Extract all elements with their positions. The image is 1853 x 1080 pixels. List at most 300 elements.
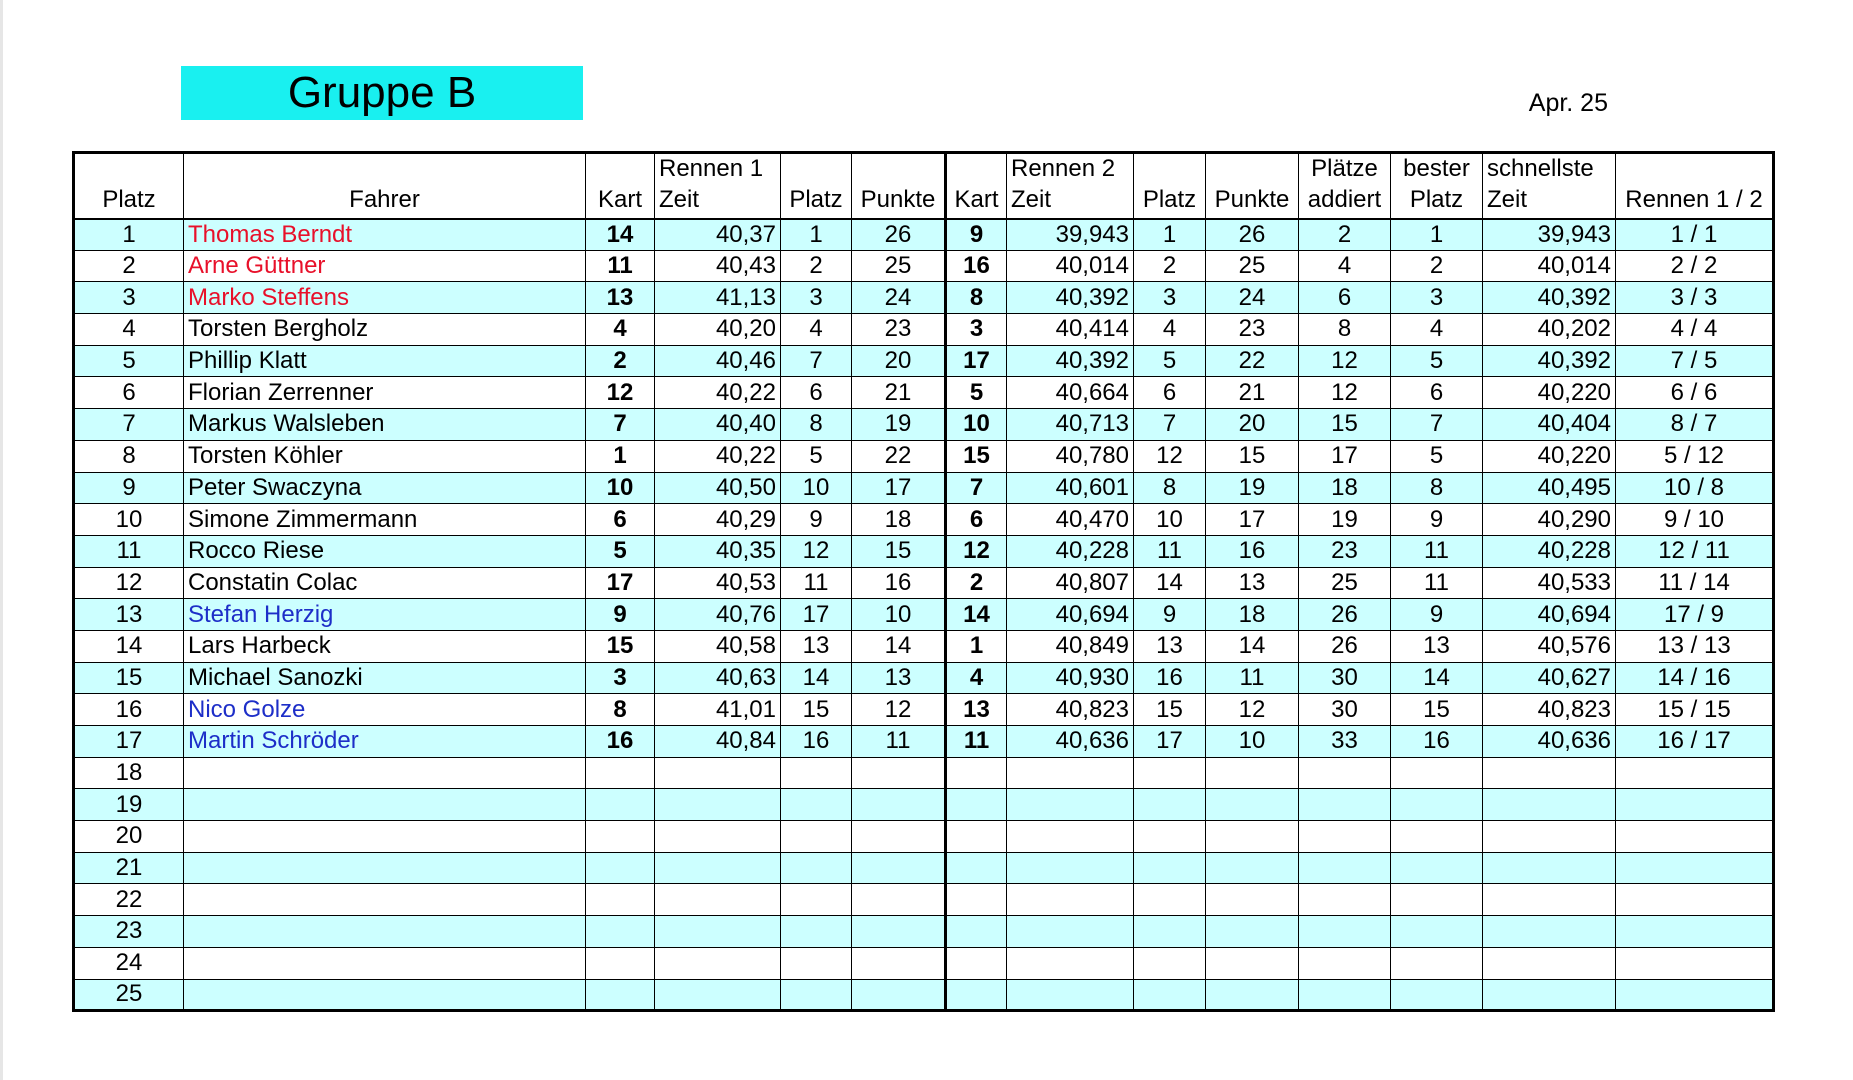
cell-platz: 20: [74, 821, 184, 853]
cell-kart-1: [586, 852, 655, 884]
cell-platz: 21: [74, 852, 184, 884]
table-row: [74, 504, 1774, 536]
table-row: [74, 947, 1774, 979]
table-row: [74, 409, 1774, 441]
cell-kart-1: 12: [586, 377, 655, 409]
cell-punkte-2: 20: [1206, 409, 1299, 441]
cell-zeit-2: [1007, 979, 1134, 1011]
cell-schnellste-zeit: 40,636: [1483, 726, 1616, 758]
cell-schnellste-zeit: [1483, 884, 1616, 916]
cell-bester-platz: 7: [1391, 409, 1483, 441]
cell-fahrer: [184, 979, 586, 1011]
cell-schnellste-zeit: 39,943: [1483, 219, 1616, 251]
cell-schnellste-zeit: 40,627: [1483, 662, 1616, 694]
cell-platz-2: [1134, 821, 1206, 853]
cell-punkte-2: [1206, 789, 1299, 821]
cell-platz: 11: [74, 535, 184, 567]
cell-punkte-2: 23: [1206, 314, 1299, 346]
cell-punkte-2: 15: [1206, 440, 1299, 472]
cell-platz-2: 12: [1134, 440, 1206, 472]
group-title-text: Gruppe B: [287, 68, 477, 117]
cell-plaetze-addiert: 33: [1299, 726, 1391, 758]
cell-bester-platz: 8: [1391, 472, 1483, 504]
cell-punkte-2: 17: [1206, 504, 1299, 536]
cell-kart-2: 11: [946, 726, 1007, 758]
cell-zeit-2: 40,930: [1007, 662, 1134, 694]
cell-zeit-2: 40,228: [1007, 535, 1134, 567]
cell-platz-2: 3: [1134, 282, 1206, 314]
cell-kart-1: [586, 789, 655, 821]
cell-fahrer: [184, 757, 586, 789]
cell-plaetze-addiert: 12: [1299, 345, 1391, 377]
cell-platz-1: [781, 821, 852, 853]
cell-rennen-1-2: 16 / 17: [1616, 726, 1774, 758]
cell-bester-platz: 5: [1391, 440, 1483, 472]
cell-punkte-1: [852, 947, 946, 979]
cell-bester-platz: 3: [1391, 282, 1483, 314]
date-label: Apr. 25: [1528, 89, 1608, 117]
cell-bester-platz: 1: [1391, 219, 1483, 251]
cell-platz-1: 14: [781, 662, 852, 694]
cell-kart-2: 3: [946, 314, 1007, 346]
cell-kart-2: 8: [946, 282, 1007, 314]
header-fahrer: Fahrer: [184, 153, 586, 219]
cell-platz-1: 1: [781, 219, 852, 251]
cell-rennen-1-2: [1616, 884, 1774, 916]
cell-kart-2: [946, 916, 1007, 948]
cell-punkte-1: 11: [852, 726, 946, 758]
cell-platz: 9: [74, 472, 184, 504]
cell-plaetze-addiert: 2: [1299, 219, 1391, 251]
results-table: [72, 151, 1775, 1012]
cell-zeit-2: 40,849: [1007, 630, 1134, 662]
cell-fahrer: [184, 947, 586, 979]
cell-schnellste-zeit: 40,220: [1483, 440, 1616, 472]
cell-punkte-2: [1206, 979, 1299, 1011]
cell-fahrer: [184, 852, 586, 884]
cell-plaetze-addiert: 30: [1299, 694, 1391, 726]
cell-kart-2: 1: [946, 630, 1007, 662]
cell-kart-2: 17: [946, 345, 1007, 377]
cell-punkte-1: 21: [852, 377, 946, 409]
cell-kart-1: 16: [586, 726, 655, 758]
cell-punkte-2: 21: [1206, 377, 1299, 409]
cell-zeit-1: 40,50: [655, 472, 781, 504]
cell-zeit-1: [655, 821, 781, 853]
cell-zeit-1: [655, 852, 781, 884]
cell-fahrer: Nico Golze: [184, 694, 586, 726]
cell-zeit-1: [655, 884, 781, 916]
cell-plaetze-addiert: 23: [1299, 535, 1391, 567]
cell-fahrer: Florian Zerrenner: [184, 377, 586, 409]
header-punkte-1: Punkte: [852, 153, 946, 219]
table-row: [74, 440, 1774, 472]
cell-platz: 25: [74, 979, 184, 1011]
cell-rennen-1-2: [1616, 789, 1774, 821]
cell-zeit-2: 40,694: [1007, 599, 1134, 631]
cell-plaetze-addiert: 15: [1299, 409, 1391, 441]
cell-kart-2: [946, 757, 1007, 789]
cell-zeit-2: [1007, 947, 1134, 979]
cell-plaetze-addiert: 8: [1299, 314, 1391, 346]
cell-zeit-1: 40,35: [655, 535, 781, 567]
cell-fahrer: Torsten Köhler: [184, 440, 586, 472]
cell-punkte-2: 18: [1206, 599, 1299, 631]
cell-platz-2: 4: [1134, 314, 1206, 346]
cell-plaetze-addiert: 12: [1299, 377, 1391, 409]
cell-platz-2: [1134, 757, 1206, 789]
cell-rennen-1-2: 13 / 13: [1616, 630, 1774, 662]
cell-punkte-2: 14: [1206, 630, 1299, 662]
cell-rennen-1-2: 4 / 4: [1616, 314, 1774, 346]
cell-platz-2: [1134, 979, 1206, 1011]
cell-rennen-1-2: [1616, 979, 1774, 1011]
cell-zeit-1: 40,63: [655, 662, 781, 694]
cell-fahrer: Simone Zimmermann: [184, 504, 586, 536]
cell-kart-2: 16: [946, 250, 1007, 282]
cell-rennen-1-2: 7 / 5: [1616, 345, 1774, 377]
cell-platz-1: 12: [781, 535, 852, 567]
cell-punkte-2: [1206, 884, 1299, 916]
cell-punkte-1: 13: [852, 662, 946, 694]
cell-schnellste-zeit: [1483, 789, 1616, 821]
cell-plaetze-addiert: 6: [1299, 282, 1391, 314]
cell-bester-platz: [1391, 789, 1483, 821]
cell-fahrer: [184, 884, 586, 916]
cell-kart-2: [946, 789, 1007, 821]
cell-platz-1: 8: [781, 409, 852, 441]
cell-plaetze-addiert: 26: [1299, 630, 1391, 662]
cell-kart-2: 10: [946, 409, 1007, 441]
cell-bester-platz: [1391, 884, 1483, 916]
cell-punkte-1: 17: [852, 472, 946, 504]
cell-platz: 24: [74, 947, 184, 979]
table-row: [74, 345, 1774, 377]
cell-kart-1: 15: [586, 630, 655, 662]
cell-punkte-2: 22: [1206, 345, 1299, 377]
cell-kart-2: 5: [946, 377, 1007, 409]
cell-platz: 13: [74, 599, 184, 631]
cell-bester-platz: [1391, 916, 1483, 948]
cell-fahrer: Markus Walsleben: [184, 409, 586, 441]
cell-punkte-2: [1206, 852, 1299, 884]
cell-schnellste-zeit: 40,220: [1483, 377, 1616, 409]
cell-fahrer: [184, 789, 586, 821]
cell-zeit-1: 40,58: [655, 630, 781, 662]
cell-bester-platz: 2: [1391, 250, 1483, 282]
cell-punkte-2: [1206, 916, 1299, 948]
table-body: [74, 219, 1774, 1011]
cell-fahrer: [184, 821, 586, 853]
cell-zeit-2: 40,636: [1007, 726, 1134, 758]
cell-plaetze-addiert: 17: [1299, 440, 1391, 472]
cell-punkte-1: 24: [852, 282, 946, 314]
cell-schnellste-zeit: 40,392: [1483, 345, 1616, 377]
cell-zeit-1: 40,76: [655, 599, 781, 631]
cell-punkte-2: 24: [1206, 282, 1299, 314]
header-bester-platz: bester Platz: [1391, 153, 1483, 219]
cell-schnellste-zeit: [1483, 916, 1616, 948]
table-row: [74, 789, 1774, 821]
table-row: [74, 567, 1774, 599]
cell-bester-platz: 16: [1391, 726, 1483, 758]
cell-punkte-1: 15: [852, 535, 946, 567]
cell-platz: 12: [74, 567, 184, 599]
cell-schnellste-zeit: 40,694: [1483, 599, 1616, 631]
cell-schnellste-zeit: [1483, 821, 1616, 853]
cell-punkte-1: [852, 916, 946, 948]
cell-zeit-2: 40,601: [1007, 472, 1134, 504]
cell-kart-1: [586, 979, 655, 1011]
header-rennen2-zeit: Rennen 2 Zeit: [1007, 153, 1134, 219]
table-header-row: [74, 153, 1774, 219]
cell-kart-1: 14: [586, 219, 655, 251]
cell-plaetze-addiert: [1299, 789, 1391, 821]
cell-punkte-1: 23: [852, 314, 946, 346]
cell-platz: 23: [74, 916, 184, 948]
cell-plaetze-addiert: [1299, 916, 1391, 948]
cell-kart-1: 4: [586, 314, 655, 346]
cell-rennen-1-2: 6 / 6: [1616, 377, 1774, 409]
cell-zeit-2: 39,943: [1007, 219, 1134, 251]
cell-rennen-1-2: 14 / 16: [1616, 662, 1774, 694]
cell-zeit-2: 40,823: [1007, 694, 1134, 726]
cell-platz-1: 7: [781, 345, 852, 377]
cell-bester-platz: 9: [1391, 599, 1483, 631]
cell-rennen-1-2: 11 / 14: [1616, 567, 1774, 599]
cell-zeit-2: 40,014: [1007, 250, 1134, 282]
cell-punkte-2: [1206, 757, 1299, 789]
cell-platz: 8: [74, 440, 184, 472]
header-platz-1: Platz: [781, 153, 852, 219]
cell-platz-1: 13: [781, 630, 852, 662]
table-row: [74, 852, 1774, 884]
cell-rennen-1-2: 2 / 2: [1616, 250, 1774, 282]
cell-platz-2: 2: [1134, 250, 1206, 282]
header-rennen-1-2: Rennen 1 / 2: [1616, 153, 1774, 219]
cell-kart-2: [946, 821, 1007, 853]
cell-plaetze-addiert: 26: [1299, 599, 1391, 631]
cell-platz-2: 17: [1134, 726, 1206, 758]
cell-rennen-1-2: 9 / 10: [1616, 504, 1774, 536]
cell-platz: 4: [74, 314, 184, 346]
cell-platz-2: [1134, 852, 1206, 884]
cell-rennen-1-2: 8 / 7: [1616, 409, 1774, 441]
cell-kart-1: 2: [586, 345, 655, 377]
cell-kart-2: [946, 884, 1007, 916]
table-row: [74, 599, 1774, 631]
cell-bester-platz: [1391, 821, 1483, 853]
cell-zeit-2: 40,414: [1007, 314, 1134, 346]
cell-zeit-2: 40,392: [1007, 345, 1134, 377]
cell-platz: 6: [74, 377, 184, 409]
cell-schnellste-zeit: [1483, 852, 1616, 884]
cell-fahrer: Phillip Klatt: [184, 345, 586, 377]
cell-platz-2: 1: [1134, 219, 1206, 251]
cell-platz-2: 10: [1134, 504, 1206, 536]
cell-platz: 19: [74, 789, 184, 821]
cell-rennen-1-2: 1 / 1: [1616, 219, 1774, 251]
cell-punkte-1: 20: [852, 345, 946, 377]
cell-kart-1: 10: [586, 472, 655, 504]
cell-rennen-1-2: 10 / 8: [1616, 472, 1774, 504]
cell-punkte-2: 16: [1206, 535, 1299, 567]
cell-schnellste-zeit: 40,014: [1483, 250, 1616, 282]
cell-punkte-1: [852, 789, 946, 821]
cell-fahrer: Lars Harbeck: [184, 630, 586, 662]
cell-rennen-1-2: [1616, 947, 1774, 979]
cell-platz-2: 5: [1134, 345, 1206, 377]
cell-platz-2: 14: [1134, 567, 1206, 599]
table-row: [74, 282, 1774, 314]
table-row: [74, 726, 1774, 758]
table-row: [74, 662, 1774, 694]
cell-bester-platz: [1391, 757, 1483, 789]
cell-plaetze-addiert: [1299, 821, 1391, 853]
cell-platz-1: 3: [781, 282, 852, 314]
cell-platz-2: [1134, 884, 1206, 916]
cell-zeit-1: 40,37: [655, 219, 781, 251]
cell-schnellste-zeit: 40,392: [1483, 282, 1616, 314]
cell-fahrer: Arne Güttner: [184, 250, 586, 282]
cell-zeit-1: 41,01: [655, 694, 781, 726]
table-row: [74, 535, 1774, 567]
cell-zeit-1: 40,84: [655, 726, 781, 758]
cell-punkte-2: 13: [1206, 567, 1299, 599]
cell-fahrer: Stefan Herzig: [184, 599, 586, 631]
table-row: [74, 630, 1774, 662]
cell-kart-2: 7: [946, 472, 1007, 504]
cell-zeit-2: [1007, 916, 1134, 948]
cell-platz-1: 2: [781, 250, 852, 282]
cell-zeit-1: 40,46: [655, 345, 781, 377]
cell-zeit-1: 40,43: [655, 250, 781, 282]
cell-zeit-1: [655, 979, 781, 1011]
cell-kart-2: 2: [946, 567, 1007, 599]
cell-punkte-1: 22: [852, 440, 946, 472]
table-row: [74, 916, 1774, 948]
cell-kart-1: 8: [586, 694, 655, 726]
cell-plaetze-addiert: [1299, 884, 1391, 916]
table-row: [74, 757, 1774, 789]
header-platz: Platz: [74, 153, 184, 219]
cell-fahrer: Thomas Berndt: [184, 219, 586, 251]
cell-platz-2: [1134, 789, 1206, 821]
cell-punkte-1: 19: [852, 409, 946, 441]
cell-zeit-1: [655, 916, 781, 948]
cell-platz-1: 5: [781, 440, 852, 472]
cell-zeit-1: [655, 757, 781, 789]
cell-punkte-1: 10: [852, 599, 946, 631]
cell-platz: 15: [74, 662, 184, 694]
cell-platz-1: [781, 789, 852, 821]
cell-punkte-2: 19: [1206, 472, 1299, 504]
cell-platz: 14: [74, 630, 184, 662]
cell-bester-platz: 9: [1391, 504, 1483, 536]
cell-platz-1: 6: [781, 377, 852, 409]
cell-platz-2: 13: [1134, 630, 1206, 662]
cell-bester-platz: 11: [1391, 567, 1483, 599]
cell-zeit-2: 40,713: [1007, 409, 1134, 441]
cell-rennen-1-2: [1616, 821, 1774, 853]
cell-fahrer: Marko Steffens: [184, 282, 586, 314]
cell-zeit-1: 40,22: [655, 440, 781, 472]
header-kart-2: Kart: [946, 153, 1007, 219]
cell-zeit-1: 40,40: [655, 409, 781, 441]
cell-plaetze-addiert: 4: [1299, 250, 1391, 282]
cell-bester-platz: 6: [1391, 377, 1483, 409]
cell-bester-platz: 4: [1391, 314, 1483, 346]
cell-zeit-2: [1007, 789, 1134, 821]
cell-zeit-1: [655, 947, 781, 979]
cell-bester-platz: [1391, 947, 1483, 979]
cell-kart-2: 9: [946, 219, 1007, 251]
cell-bester-platz: [1391, 979, 1483, 1011]
cell-platz-1: [781, 757, 852, 789]
cell-kart-2: [946, 947, 1007, 979]
cell-bester-platz: 11: [1391, 535, 1483, 567]
cell-platz-1: [781, 979, 852, 1011]
cell-kart-1: 17: [586, 567, 655, 599]
cell-zeit-2: 40,470: [1007, 504, 1134, 536]
header-kart-1: Kart: [586, 153, 655, 219]
cell-fahrer: Rocco Riese: [184, 535, 586, 567]
cell-schnellste-zeit: 40,290: [1483, 504, 1616, 536]
cell-schnellste-zeit: [1483, 947, 1616, 979]
cell-punkte-2: 10: [1206, 726, 1299, 758]
group-title: [181, 66, 583, 120]
cell-zeit-2: 40,807: [1007, 567, 1134, 599]
cell-platz: 3: [74, 282, 184, 314]
cell-bester-platz: 5: [1391, 345, 1483, 377]
header-plaetze-addiert: Plätze addiert: [1299, 153, 1391, 219]
cell-platz: 2: [74, 250, 184, 282]
header-rennen1-zeit: Rennen 1 Zeit: [655, 153, 781, 219]
table-row: [74, 821, 1774, 853]
cell-schnellste-zeit: 40,576: [1483, 630, 1616, 662]
cell-platz: 10: [74, 504, 184, 536]
cell-kart-1: [586, 821, 655, 853]
cell-bester-platz: 14: [1391, 662, 1483, 694]
cell-punkte-1: 16: [852, 567, 946, 599]
cell-punkte-1: [852, 757, 946, 789]
cell-kart-2: 15: [946, 440, 1007, 472]
cell-punkte-1: 25: [852, 250, 946, 282]
header-punkte-2: Punkte: [1206, 153, 1299, 219]
cell-platz-1: 15: [781, 694, 852, 726]
cell-platz-2: 16: [1134, 662, 1206, 694]
cell-kart-1: 5: [586, 535, 655, 567]
cell-punkte-2: [1206, 821, 1299, 853]
cell-plaetze-addiert: 19: [1299, 504, 1391, 536]
cell-punkte-1: [852, 821, 946, 853]
cell-kart-2: 4: [946, 662, 1007, 694]
cell-platz-1: 16: [781, 726, 852, 758]
cell-kart-1: 1: [586, 440, 655, 472]
cell-kart-2: 12: [946, 535, 1007, 567]
cell-schnellste-zeit: [1483, 757, 1616, 789]
cell-platz: 17: [74, 726, 184, 758]
cell-platz-1: 9: [781, 504, 852, 536]
cell-kart-1: 9: [586, 599, 655, 631]
cell-kart-1: [586, 884, 655, 916]
cell-zeit-1: [655, 789, 781, 821]
cell-fahrer: Constatin Colac: [184, 567, 586, 599]
cell-platz-2: 6: [1134, 377, 1206, 409]
cell-platz: 18: [74, 757, 184, 789]
cell-punkte-2: 25: [1206, 250, 1299, 282]
cell-rennen-1-2: 17 / 9: [1616, 599, 1774, 631]
